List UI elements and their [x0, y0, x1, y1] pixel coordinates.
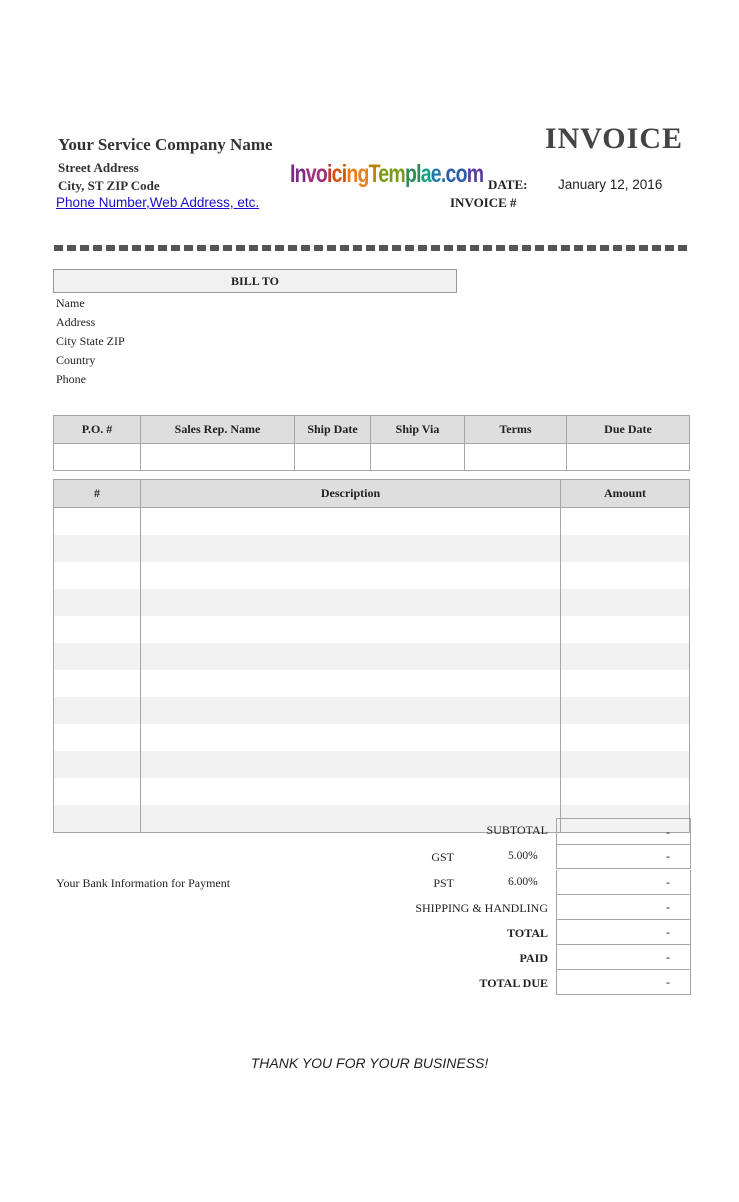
item-description-cell[interactable] [141, 508, 561, 536]
item-amount-cell[interactable] [561, 643, 690, 670]
bill-to-country[interactable]: Country [56, 353, 96, 367]
item-description-cell[interactable] [141, 724, 561, 751]
subtotal-value: - [556, 818, 691, 845]
item-row [54, 670, 690, 697]
total-due-value: - [556, 970, 691, 995]
item-row [54, 751, 690, 778]
pst-label: PST [433, 876, 454, 890]
item-row [54, 724, 690, 751]
item-description-cell[interactable] [141, 697, 561, 724]
item-number-header: # [54, 480, 141, 508]
date-label: DATE: [488, 177, 528, 192]
item-amount-cell[interactable] [561, 535, 690, 562]
item-amount-cell[interactable] [561, 508, 690, 536]
thank-you-message: THANK YOU FOR YOUR BUSINESS! [250, 1055, 489, 1071]
total-value: - [556, 920, 691, 945]
ship-via-cell[interactable] [371, 444, 465, 471]
gst-rate[interactable]: 5.00% [508, 850, 538, 862]
item-amount-cell[interactable] [561, 562, 690, 589]
dashed-divider [54, 245, 687, 251]
item-number-cell[interactable] [54, 805, 141, 833]
item-amount-cell[interactable] [561, 724, 690, 751]
item-row [54, 697, 690, 724]
item-number-cell[interactable] [54, 778, 141, 805]
item-amount-cell[interactable] [561, 778, 690, 805]
ship-date-cell[interactable] [295, 444, 371, 471]
po-header: P.O. # [54, 416, 141, 444]
item-row [54, 778, 690, 805]
street-address: Street Address [58, 160, 139, 175]
item-row [54, 562, 690, 589]
contact-link[interactable]: Phone Number,Web Address, etc. [56, 195, 260, 210]
item-description-cell[interactable] [141, 778, 561, 805]
item-number-cell[interactable] [54, 724, 141, 751]
item-row [54, 616, 690, 643]
ship-via-header: Ship Via [371, 416, 465, 444]
bill-to-heading: BILL TO [53, 269, 457, 293]
subtotal-label: SUBTOTAL [486, 823, 548, 837]
shipping-label: SHIPPING & HANDLING [415, 901, 548, 915]
sales-rep-header: Sales Rep. Name [141, 416, 295, 444]
sales-rep-cell[interactable] [141, 444, 295, 471]
description-header: Description [141, 480, 561, 508]
item-description-cell[interactable] [141, 643, 561, 670]
invoice-number-label: INVOICE # [450, 195, 517, 210]
due-date-cell[interactable] [567, 444, 690, 471]
item-amount-cell[interactable] [561, 616, 690, 643]
item-description-cell[interactable] [141, 535, 561, 562]
gst-value: - [556, 844, 691, 869]
item-number-cell[interactable] [54, 535, 141, 562]
pst-rate[interactable]: 6.00% [508, 876, 538, 888]
item-amount-cell[interactable] [561, 751, 690, 778]
po-cell[interactable] [54, 444, 141, 471]
item-description-cell[interactable] [141, 751, 561, 778]
item-row [54, 643, 690, 670]
city-state-zip: City, ST ZIP Code [58, 178, 160, 193]
total-label: TOTAL [507, 926, 548, 940]
terms-header: Terms [465, 416, 567, 444]
amount-header: Amount [561, 480, 690, 508]
item-number-cell[interactable] [54, 508, 141, 536]
company-name: Your Service Company Name [58, 135, 273, 154]
bill-to-address[interactable]: Address [56, 315, 96, 329]
item-number-cell[interactable] [54, 589, 141, 616]
items-table [53, 479, 690, 833]
invoice-title: INVOICE [544, 122, 683, 155]
item-number-cell[interactable] [54, 670, 141, 697]
pst-value: - [556, 870, 691, 895]
item-amount-cell[interactable] [561, 589, 690, 616]
total-due-label: TOTAL DUE [479, 976, 548, 990]
item-description-cell[interactable] [141, 562, 561, 589]
paid-value[interactable]: - [556, 945, 691, 970]
logo: InvoicingTemplae.com [290, 160, 484, 188]
item-amount-cell[interactable] [561, 670, 690, 697]
item-description-cell[interactable] [141, 589, 561, 616]
item-row [54, 508, 690, 536]
shipping-value[interactable]: - [556, 895, 691, 920]
item-number-cell[interactable] [54, 697, 141, 724]
order-info-table [53, 415, 690, 471]
date-value[interactable]: January 12, 2016 [558, 177, 663, 192]
item-row [54, 535, 690, 562]
bill-to-city[interactable]: City State ZIP [56, 334, 125, 348]
item-number-cell[interactable] [54, 562, 141, 589]
paid-label: PAID [519, 951, 548, 965]
gst-label: GST [431, 850, 454, 864]
ship-date-header: Ship Date [295, 416, 371, 444]
item-row [54, 589, 690, 616]
item-number-cell[interactable] [54, 643, 141, 670]
item-number-cell[interactable] [54, 751, 141, 778]
item-number-cell[interactable] [54, 616, 141, 643]
bill-to-name[interactable]: Name [56, 296, 85, 310]
due-date-header: Due Date [567, 416, 690, 444]
terms-cell[interactable] [465, 444, 567, 471]
item-description-cell[interactable] [141, 670, 561, 697]
item-description-cell[interactable] [141, 616, 561, 643]
bill-to-phone[interactable]: Phone [56, 372, 86, 386]
bank-info[interactable]: Your Bank Information for Payment [56, 876, 231, 890]
item-amount-cell[interactable] [561, 697, 690, 724]
